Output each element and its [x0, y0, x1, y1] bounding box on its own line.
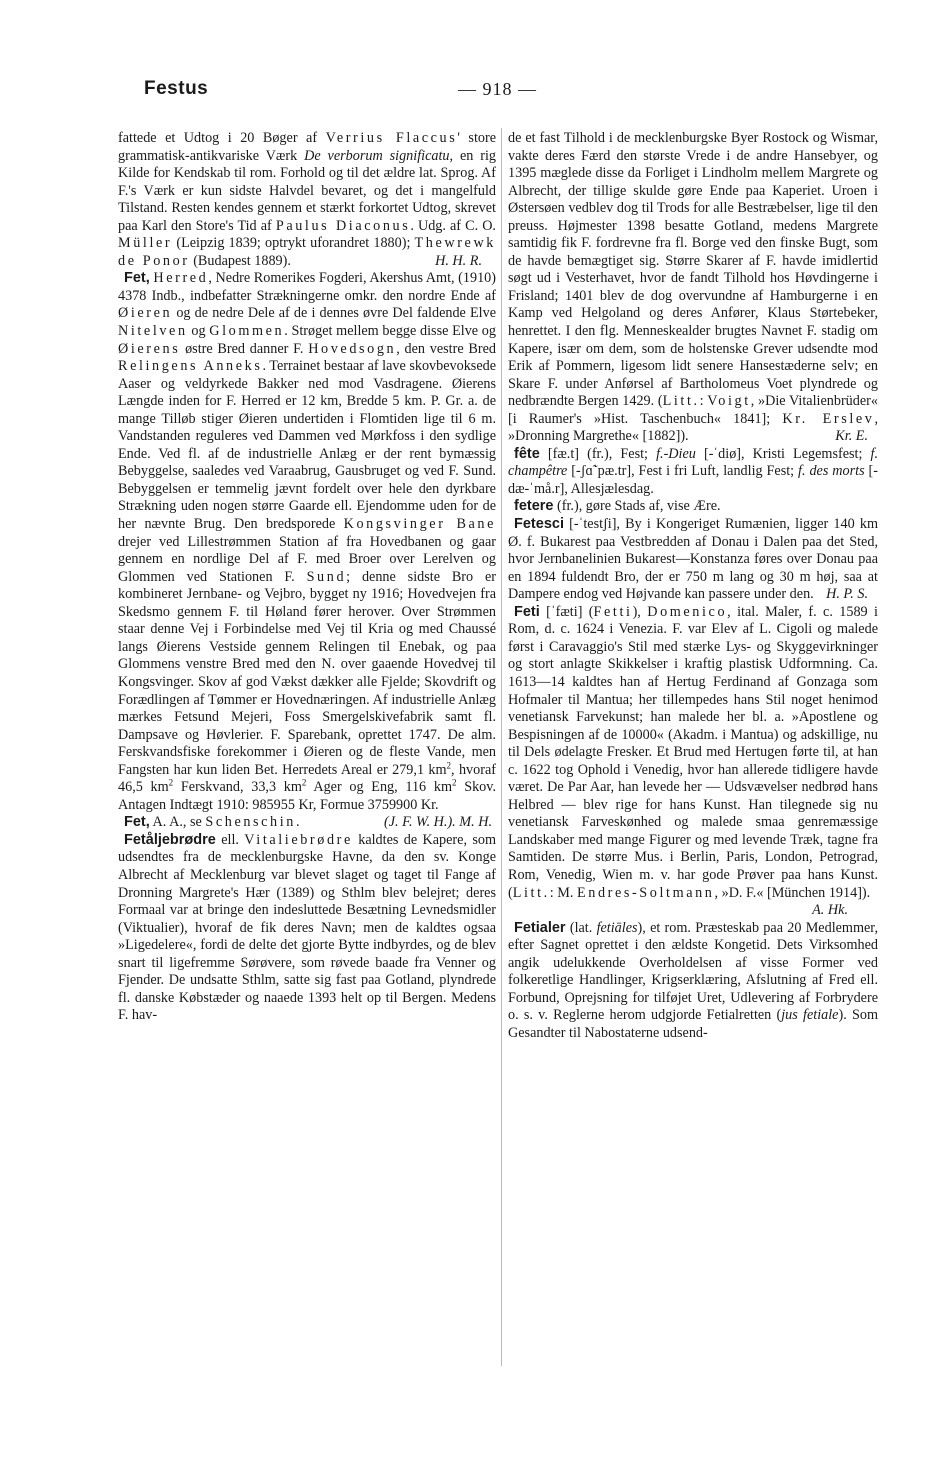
- author-signature: H. H. R.: [435, 252, 482, 269]
- column-divider: [501, 128, 502, 1366]
- entry-fetesci: Fetesci [-ˈtestʃi], By i Kongeriget Rumænien, ligger 140 km Ø. f. Bukarest paa Vestbredden af Donau i Dalen paa det Sted, hvor Jernbanelinien Bukarest—Konstanza føres over Donau paa en 1894 fuldendt Bro, der er 750 m lang og 30 m høj, saa at Dampere endog ved Højvande kan passere under den. H. P. S.: [508, 516, 878, 603]
- headword: fête: [514, 445, 540, 462]
- page-header: [118, 74, 898, 106]
- entry-fetaljebrodre: Fetåljebrødre ell. Vitaliebrødre kaldtes de Kapere, som udsendtes fra de mecklenburgske Havne, da den sv. Konge Albrecht af Mecklenburg var blevet slaget og taget til Fange af Dronning Margrete's Hær (1389) og Sthlm blev belejret; deres Formaal var at bringe den indesluttede Besætning Levnedsmidler (Viktualier), hvoraf de fik deres Navn; men de kaldtes ogsaa »Ligedelere«, fordi de delte det gjorte Bytte indbyrdes, og de blev snart til ligefremme Sørøvere, som røvede baade fra Venner og Fjender. De undsatte Sthlm, satte sig fast paa Gotland, plyndrede fl. danske Købstæder og naaede 1393 helt op til Bergen. Medens F. hav-: [118, 831, 496, 1024]
- entry-fet-herred: Fet, Herred, Nedre Romerikes Fogderi, Akershus Amt, (1910) 4378 Indb., indbefatter Strækningerne omkr. den nordre Ende af Øieren og de nedre Dele af de i dennes øvre Del faldende Elve Nitelven og Glommen. Strøget mellem begge disse Elve og Øierens østre Bred danner F. Hovedsogn, den vestre Bred Relingens Anneks. Terrainet bestaar af lave skovbevoksede Aaser og veldyrkede Bakker ned mod Vasdragene. Øierens Længde inden for F. Herred er 12 km, Bredde 5 km. P. Gr. a. de mange Tilløb stiger Øieren undertiden i Flomtiden lige til 6 m. Vandstanden reguleres ved Dammen ved Mørkfoss i den sydlige Ende. Ved fl. af de industrielle Anlæg er der rent bymæssig Bebyggelse, saaledes ved Varaabrug, Gausbruget og ved F. Sund. Bebyggelsen er temmelig jævnt fordelt over hele den dyrkbare Strækning uden nogen større Gaarde ell. Ejendomme uden for de her nævnte Brug. Den bredsporede Kongsvinger Bane drejer ved Lillestrømmen Station af fra Hovedbanen og gaar gennem en nordlige Del af F. med Broer over Lerelven og Glommen ved Stationen F. Sund; denne sidste Bro er kombineret Jernbane- og Vejbro, bygget ny 1916; Hovedvejen fra Skedsmo gennem F. til Høland fører herover. Over Strømmen staar denne Vej i Forbindelse med Vej til Kria og med Chaussé langs Øierens Vestside gennem Relingen til Enebak, og paa Glommens venstre Bred med den N. over gaaende Hovedvej til Kongsvinger. Skov af god Vækst dækker alle Fjelde; Skovdrift og Forædlingen af Tømmer er Hovednæringen. Af industrielle Anlæg mærkes Fetsund Mejeri, Foss Smergelskivefabrik samt fl. Dampsave og Høvlerier. F. Sparebank, oprettet 1747. De alm. Ferskvandsfiske forekommer i Øieren og de fleste Vande, men Fangsten har kun liden Bet. Herredets Areal er 279,1 $km^2$, hvoraf 46,5 $km^2$ Ferskvand, 33,3 $km^2$ Ager og Eng, 116 $km^2$ Skov. Antagen Indtægt 1910: 985955 Kr, Formue 3759900 Kr. (J. F. W. H.). M. H.: [118, 270, 497, 831]
- left-column: [118, 130, 496, 1025]
- headword: Fetåljebrødre: [124, 831, 216, 848]
- spaced-name: Müller: [118, 235, 173, 252]
- entry-fetaljebrodre-continued: de et fast Tilhold i de mecklenburgske Byer Rostock og Wismar, vakte deres Færd den største Vrede i de andre Hansebyer, og 1395 mæglede disse da Forliget i Lindholm mellem Margrete og Albrecht, der tillige skulde gøre Ende paa Kaperiet. Uroen i Østersøen vedblev dog til Trods for alle Bestræbelser, lige til den preuss. Højmester 1398 besatte Gotland, medens Margrete samtidig fik F. fordrevne fra fl. Borge ved den finske Bugt, som de havde bemægtiget sig. Større Skarer af F. havde imidlertid søgt ud i Vesterhavet, hvor de fandt Tilhold hos Høvdingerne i Frisland; 1401 blev de dog overvundne af Hamburgerne i en Kamp ved Helgoland og deres Anfører, Klaus Størtebeker, henrettet. I den flg. Menneskealder brugtes Navnet F. stadig om Kapere, især om dem, som de holstenske Grever udsendte mod Erik af Pommern, ligesom lidt senere Hansestæderne selv; en Skare F. under Anførsel af Bartholomeus Voet plyndrede og nedbrændte Bergen 1429. (Litt.: Voigt, »Die Vitalienbrüder« [i Raumer's »Hist. Taschenbuch« 1841]; Kr. Erslev, »Dronning Margrethe« [1882]). Kr. E.: [508, 130, 878, 445]
- headword: Fetesci: [514, 516, 564, 533]
- author-signature: Kr. E.: [835, 428, 868, 445]
- headword: Fet,: [124, 270, 150, 287]
- entry-feti: Feti [ˈfæti] (Fetti), Domenico, ital. Maler, f. c. 1589 i Rom, d. c. 1624 i Venezia. F. var Elev af L. Cigoli og malede først i Caravaggio's Stil med stærke Lys- og Skyggevirkninger og stort anlagte Skikkelser i kraftig plastisk Udformning. Ca. 1613—14 kaldtes han af Hertug Ferdinand af Gonzaga som Hofmaler til Mantua; her tillempedes hans Stil noget henimod venetiansk Farvekunst; han malede her bl. a. »Apostlene og Bespisningen af de 10000« (Akadm. i Mantua) og adskillige, nu til Dels ødelagte Fresker. Et Brud med Hertugen førte til, at han c. 1622 tog Ophold i Venedig, hvor han allerede tidligere havde været. De Par Aar, han levede her — Udsvævelser nedbrød hans Helbred — blev rige for hans Kunst. Han tilegnede sig nu venetiansk Farveskønhed og malede smaa genremæssige Landskaber med mange Figurer og med levende Træk, tagne fra Samtiden. De større Mus. i Berlin, Paris, London, Petrograd, Rom, Venedig, Wien m. v. har gode Prøver paa hans Kunst. (Litt.: M. Endres-Soltmann, »D. F.« [München 1914]). A. Hk.: [508, 603, 878, 919]
- right-column: [508, 130, 878, 1042]
- spaced-name: Thewrewk de Ponor: [118, 235, 496, 269]
- work-title: De verborum significatu: [304, 147, 450, 164]
- entry-fetere: fetere (fr.), gøre Stads af, vise Ære.: [514, 498, 721, 515]
- headword: Feti: [514, 603, 540, 620]
- running-headword: Festus: [144, 78, 209, 99]
- author-signature: (J. F. W. H.). M. H.: [384, 814, 492, 831]
- entry-fete: fête [fæ.t] (fr.), Fest; f.-Dieu [-ˈdiø], Kristi Legemsfest; f. champêtre [-ʃɑ̃ˈpæ.tr], Fest i fri Luft, landlig Fest; f. des morts [-dæ-ˈmå.r], Allesjælesdag.: [508, 445, 878, 497]
- entry-fetialer: Fetialer (lat. fetiāles), et rom. Præsteskab paa 20 Medlemmer, efter Sagnet oprettet i den ældste Kongetid. Dets Virksomhed angik udelukkende Overholdelsen af visse Former ved folkeretlige Handlinger, Krigserklæring, Afslutning af Fred ell. Forbund, Oprejsning for tilføjet Uret, Udlevering af Forbrydere o. s. v. Reglerne herom udgjorde Fetialretten (jus fetiale). Som Gesandter til Nabostaterne udsend-: [508, 919, 879, 1041]
- spaced-name: Paulus Diaconus: [275, 217, 411, 234]
- author-signature: A. Hk.: [812, 902, 848, 919]
- headword: Fet,: [124, 814, 150, 831]
- headword: fetere: [514, 498, 554, 515]
- entry-fet-aa: Fet, A. A., se Schenschin.: [124, 814, 300, 831]
- spaced-name: Verrius Flaccus: [325, 130, 458, 146]
- page-number: — 918 —: [458, 79, 537, 99]
- author-signature: H. P. S.: [826, 586, 868, 603]
- entry-festus-continued: fattede et Udtog i 20 Bøger af Verrius Flaccus' store grammatisk-antikvariske Værk De verborum significatu, en rig Kilde for Kendskab til rom. Forhold og til det ældre lat. Sprog. Af F.'s Værk er kun sidste Halvdel bevaret, og det i mangelfuld Tilstand. Resten kendes gennem et stærkt forkortet Udtog, skrevet paa Karl den Store's Tid af Paulus Diaconus. Udg. af C. O. Müller (Leipzig 1839; optrykt uforandret 1880); Thewrewk de Ponor (Budapest 1889). H. H. R.: [118, 130, 496, 269]
- headword: Fetialer: [514, 919, 566, 936]
